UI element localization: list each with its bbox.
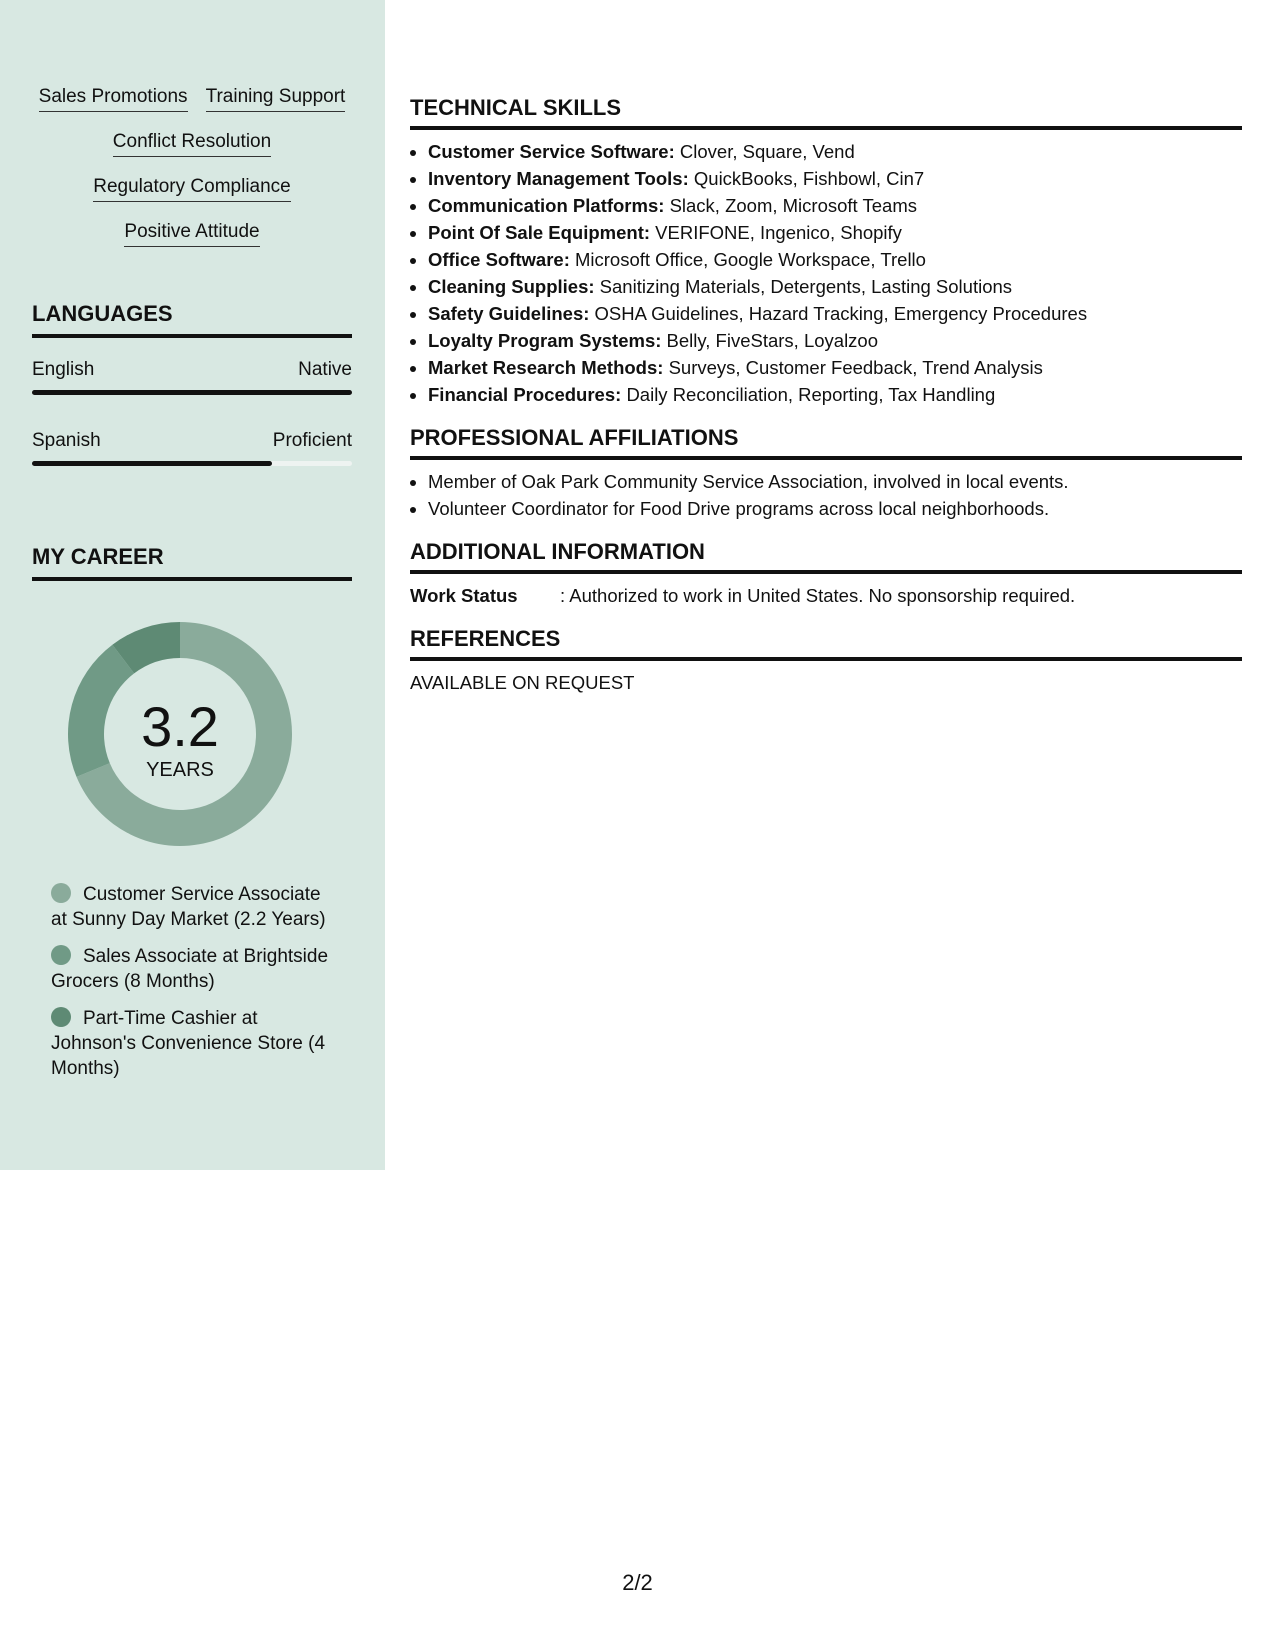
skill-label: Safety Guidelines:: [428, 303, 590, 324]
skill-label: Communication Platforms:: [428, 195, 665, 216]
career-item: [51, 1006, 341, 1081]
career-unit: YEARS: [146, 759, 214, 781]
skill-label: Office Software:: [428, 249, 570, 270]
skill-label: Financial Procedures:: [428, 384, 622, 405]
skill-value: Clover, Square, Vend: [679, 141, 855, 162]
language-bar-fill: [32, 461, 272, 466]
sidebar: [0, 0, 385, 1170]
skill-label: Customer Service Software:: [428, 141, 675, 162]
skill-item: [428, 219, 1242, 246]
career-item-text: Part-Time Cashier at Johnson's Convenience Store (4 Months): [51, 1008, 326, 1079]
skill-label: Market Research Methods:: [428, 357, 664, 378]
skill-value: Slack, Zoom, Microsoft Teams: [669, 195, 917, 216]
work-status-value: : Authorized to work in United States. No sponsorship required.: [560, 585, 1076, 606]
career-item-text: Sales Associate at Brightside Grocers (8 Months): [51, 946, 329, 992]
career-dot: [51, 1007, 71, 1027]
skill-item: [428, 246, 1242, 273]
technical-skills-list: [410, 138, 1242, 408]
references-heading: REFERENCES: [410, 625, 1242, 661]
career-dot: [51, 883, 71, 903]
skill-label: Inventory Management Tools:: [428, 168, 689, 189]
skill-item: [428, 327, 1242, 354]
work-status-row: [410, 582, 1242, 609]
language-bar-spanish: [32, 461, 352, 466]
affiliations-heading: PROFESSIONAL AFFILIATIONS: [410, 424, 1242, 460]
career-list: [51, 882, 341, 1093]
language-name: English: [32, 359, 95, 380]
skill-label: Cleaning Supplies:: [428, 276, 595, 297]
career-donut-chart: [66, 620, 294, 848]
language-row-spanish: [32, 429, 352, 453]
skill-value: Daily Reconciliation, Reporting, Tax Handling: [626, 384, 996, 405]
skill-item: [428, 300, 1242, 327]
skill-value: Belly, FiveStars, Loyalzoo: [666, 330, 879, 351]
technical-skills-heading: TECHNICAL SKILLS: [410, 94, 1242, 130]
additional-info-heading: ADDITIONAL INFORMATION: [410, 538, 1242, 574]
career-heading: MY CAREER: [32, 543, 352, 581]
career-total: 3.2: [141, 695, 219, 758]
language-row-english: [32, 358, 352, 382]
career-dot: [51, 945, 71, 965]
skill-tag: Positive Attitude: [124, 219, 259, 247]
career-item-text: Customer Service Associate at Sunny Day Market (2.2 Years): [51, 884, 326, 930]
language-bar-fill: [32, 390, 352, 395]
skill-item: [428, 138, 1242, 165]
work-status-label: Work Status: [410, 585, 518, 606]
skill-item: [428, 354, 1242, 381]
skill-item: [428, 381, 1242, 408]
skill-tags: [32, 84, 352, 247]
skill-item: [428, 273, 1242, 300]
skill-tag: Conflict Resolution: [113, 129, 271, 157]
skill-value: VERIFONE, Ingenico, Shopify: [655, 222, 902, 243]
skill-tag: Sales Promotions: [39, 84, 188, 112]
skill-value: QuickBooks, Fishbowl, Cin7: [693, 168, 925, 189]
career-item: [51, 944, 341, 994]
skill-tag: Training Support: [206, 84, 346, 112]
skill-value: OSHA Guidelines, Hazard Tracking, Emergency Procedures: [594, 303, 1088, 324]
skill-item: [428, 165, 1242, 192]
career-item: [51, 882, 341, 932]
skill-label: Point Of Sale Equipment:: [428, 222, 651, 243]
skill-tag: Regulatory Compliance: [93, 174, 291, 202]
skill-value: Sanitizing Materials, Detergents, Lasting Solutions: [599, 276, 1013, 297]
language-bar-english: [32, 390, 352, 395]
affiliations-list: [410, 468, 1242, 522]
languages-heading: LANGUAGES: [32, 300, 352, 338]
references-text: AVAILABLE ON REQUEST: [410, 672, 635, 693]
skill-value: Surveys, Customer Feedback, Trend Analysis: [668, 357, 1043, 378]
skill-label: Loyalty Program Systems:: [428, 330, 662, 351]
language-level: Native: [298, 359, 352, 380]
language-level: Proficient: [272, 430, 352, 451]
page-number: 2/2: [622, 1570, 653, 1595]
main-content: [410, 94, 1242, 696]
skill-item: [428, 192, 1242, 219]
affiliation-item: • Member of Oak Park Community Service Association, involved in local events.: [428, 468, 1242, 495]
language-name: Spanish: [32, 430, 101, 451]
skill-value: Microsoft Office, Google Workspace, Trello: [575, 249, 926, 270]
donut-segment: [68, 645, 134, 777]
affiliation-item: • Volunteer Coordinator for Food Drive programs across local neighborhoods.: [428, 495, 1242, 522]
